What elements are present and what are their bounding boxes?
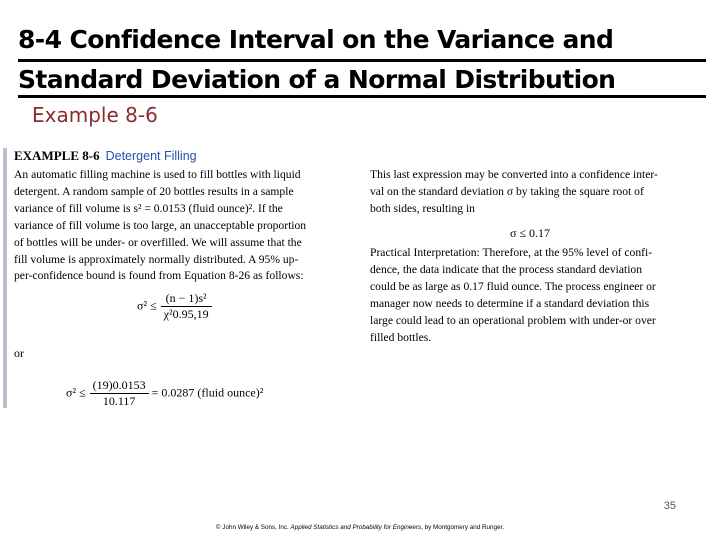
eq2-fraction (90, 378, 149, 409)
text-line: fill volume is approximately normally distributed. A 95% up- (14, 252, 299, 266)
title-rule-bottom (18, 95, 706, 98)
footer-prefix: © John Wiley & Sons, Inc. (215, 524, 291, 531)
text-line: filled bottles. (370, 330, 432, 344)
text-line: dence, the data indicate that the process standard deviation (370, 262, 643, 276)
example-name: Detergent Filling (105, 149, 197, 163)
text-line: An automatic filling machine is used to fill bottles with liquid (14, 168, 301, 181)
text-line: val on the standard deviation σ by taking the square root of (370, 184, 644, 198)
eq1-numerator: (n − 1)s² (161, 291, 212, 307)
practical-interpretation (370, 245, 656, 346)
title-rule-top (18, 59, 706, 62)
eq2-rhs: = 0.0287 (fluid ounce)² (151, 385, 264, 400)
text-line: could be as large as 0.17 fluid ounce. The process engineer or (370, 279, 656, 293)
example-margin-bar (3, 148, 7, 408)
equation-std-dev-bound: σ ≤ 0.17 (510, 226, 551, 240)
slide-subtitle: Example 8-6 (32, 103, 158, 127)
eq2-numerator: (19)0.0153 (90, 378, 149, 394)
text-line: Practical Interpretation: Therefore, at the 95% level of confi- (370, 246, 653, 259)
text-line: per-confidence bound is found from Equation 8-26 as follows: (14, 269, 304, 283)
slide-title-line-2: Standard Deviation of a Normal Distribution (18, 65, 616, 94)
text-line: This last expression may be converted into a confidence inter- (370, 168, 658, 181)
text-line: manager now needs to determine if a standard deviation this (370, 296, 650, 310)
text-line: variance of fill volume is s² = 0.0153 (fluid ounce)². If the (14, 201, 283, 215)
equation-upper-bound (137, 291, 212, 322)
copyright-footer (0, 524, 720, 531)
text-line: variance of fill volume is too large, an unacceptable proportion (14, 218, 307, 232)
text-line: detergent. A random sample of 20 bottles results in a sample (14, 184, 294, 198)
text-line: large could lead to an operational problem with under-or over (370, 313, 656, 327)
footer-suffix: , by Montgomery and Runger. (421, 524, 505, 531)
page-number: 35 (663, 500, 676, 512)
example-left-text (14, 167, 306, 285)
eq1-lhs: σ² ≤ (137, 298, 157, 313)
footer-book-title: Applied Statistics and Probability for Engineers (290, 524, 422, 531)
eq1-fraction (161, 291, 212, 322)
slide-title-line-1: 8-4 Confidence Interval on the Variance and (18, 25, 614, 54)
text-line: of bottles will be under- or overfilled. We will assume that the (14, 235, 302, 249)
or-word: or (14, 346, 24, 360)
example-number: EXAMPLE 8-6 (14, 148, 100, 163)
example-header (14, 148, 197, 166)
equation-numeric-bound (66, 378, 263, 409)
eq1-denominator: χ²0.95,19 (163, 307, 209, 321)
example-right-text-1 (370, 167, 658, 218)
eq2-denominator: 10.117 (102, 394, 136, 408)
eq2-lhs: σ² ≤ (66, 385, 86, 400)
text-line: both sides, resulting in (370, 201, 475, 215)
